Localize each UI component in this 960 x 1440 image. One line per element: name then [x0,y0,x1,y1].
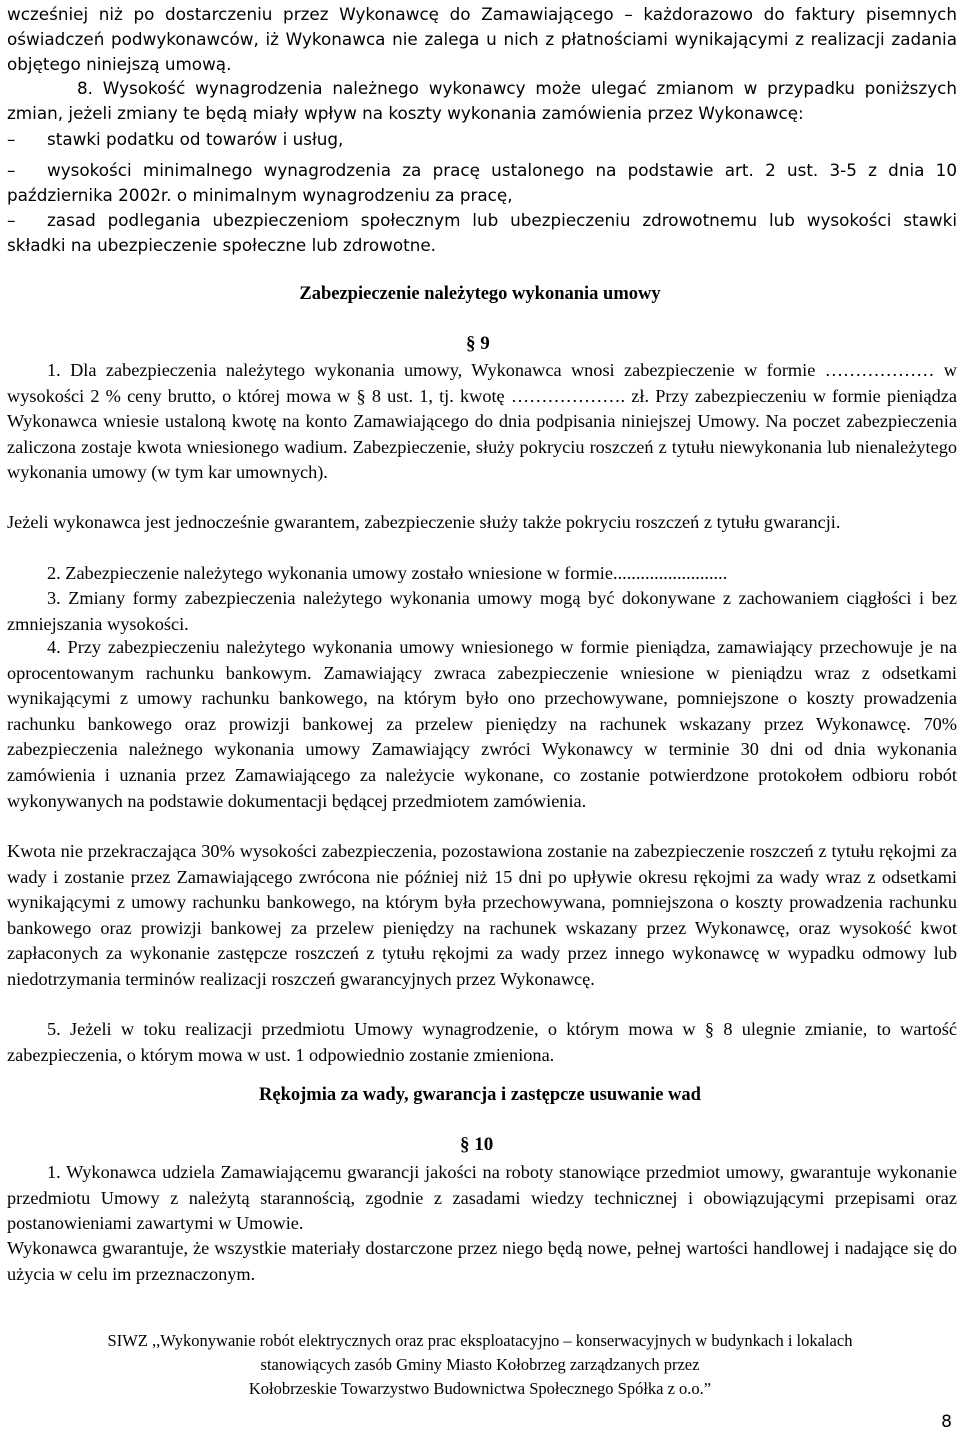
dash-bullet: – [7,210,16,230]
section-9-paragraph-4: 4. Przy zabezpieczeniu należytego wykonania umowy wniesionego w formie pieniądza, zamawiający przechowuje je na oprocentowanym rachunku bankowym. Zamawiający zwraca zabezpieczenie wniesione w pieniądzu wraz z odsetkami wynikającymi z umowy rachunku bankowego, na którym było ono przechowywane, pomniejszone o koszty prowadzenia rachunku bankowego oraz prowizji bankowej za przelew pieniędzy na rachunek wskazany przez Wykonawcę. 70% zabezpieczenia należnego wykonania umowy Zamawiający zwróci Wykonawcy w terminie 30 dni od dnia wykonania zamówienia i uznania przez Zamawiającego za należycie wykonane, co zostanie potwierdzone protokołem odbioru robót wykonywanych na podstawie dokumentacji będącej przedmiotem zamówienia. [7,637,957,811]
footer-line-1: SIWZ ,,Wykonywanie robót elektrycznych oraz prac eksploatacyjno – konserwacyjnych w budynkach i lokalach [107,1331,853,1350]
section-9-paragraph-4b: Kwota nie przekraczająca 30% wysokości zabezpieczenia, pozostawiona zostanie na zabezpieczenie roszczeń z tytułu rękojmi za wady i zostanie przez Zamawiającego zwrócona nie później niż 15 dni po upływie okresu rękojmi za wady wraz z odsetkami wynikającymi z umowy rachunku bankowego, na którym była przechowywana, pomniejszona o koszty prowadzenia rachunku bankowego oraz prowizji bankowej za przelew pieniędzy na rachunek wskazany przez Wykonawcę, oraz wysokość kwot zapłaconych za wykonanie zastępcze roszczeń z tytułu rękojmi za wady przez innego wykonawcę w wypadku odmowy lub niedotrzymania terminów realizacji roszczeń gwarancyjnych przez Wykonawcę. [7,841,957,989]
section-9-heading: Zabezpieczenie należytego wykonania umowy [299,284,661,304]
footer-line-3: Kołobrzeskie Towarzystwo Budownictwa Społecznego Spółka z o.o.” [248,1379,712,1398]
section-10-paragraph-1b: Wykonawca gwarantuje, że wszystkie materiały dostarczone przez niego będą nowe, pełnej wartości handlowej i nadające się do użycia w celu im przeznaczonym. [7,1238,957,1284]
section-9-paragraph-2: 2. Zabezpieczenie należytego wykonania umowy zostało wniesione w formie......................... [47,563,728,583]
list-item [7,158,957,208]
section-10-heading: Rękojmia za wady, gwarancja i zastępcze usuwanie wad [259,1085,701,1105]
paragraph-8: 8. Wysokość wynagrodzenia należnego wykonawcy może ulegać zmianom w przypadku poniższych zmian, jeżeli zmiany te będą miały wpływ na koszty wykonania zamówienia przez Wykonawcę: [7,78,957,123]
list-item-text: stawki podatku od towarów i usług, [47,129,344,149]
section-9-paragraph-5: 5. Jeżeli w toku realizacji przedmiotu Umowy wynagrodzenie, o którym mowa w § 8 ulegnie zmianie, to wartość zabezpieczenia, o którym mowa w ust. 1 odpowiednio zostanie zmieniona. [7,1019,957,1065]
list-item [7,127,957,152]
dash-bullet: – [7,160,16,180]
section-9-paragraph-1b: Jeżeli wykonawca jest jednocześnie gwarantem, zabezpieczenie służy także pokryciu roszczeń z tytułu gwarancji. [7,512,841,532]
section-10-paragraph-1: 1. Wykonawca udziela Zamawiającemu gwarancji jakości na roboty stanowiące przedmiot umowy, gwarantuje wykonanie przedmiotu Umowy z należytą starannością, zgodnie z zasadami wiedzy technicznej i obowiązującymi przepisami oraz postanowieniami zawartymi w Umowie. [7,1162,957,1234]
footer-line-2: stanowiących zasób Gminy Miasto Kołobrzeg zarządzanych przez [260,1355,700,1374]
page-number: 8 [941,1412,952,1432]
intro-paragraph: wcześniej niż po dostarczeniu przez Wykonawcę do Zamawiającego – każdorazowo do faktury pisemnych oświadczeń podwykonawców, iż Wykonawca nie zalega u nich z płatnościami wynikającymi z realizacji zadania objętego niniejszą umową. [7,4,957,74]
dash-bullet: – [7,129,16,149]
section-9-paragraph-3: 3. Zmiany formy zabezpieczenia należytego wykonania umowy mogą być dokonywane z zachowaniem ciągłości i bez zmniejszania wysokości. [7,588,957,634]
list-item [7,208,957,258]
section-9-paragraph-1: 1. Dla zabezpieczenia należytego wykonania umowy, Wykonawca wnosi zabezpieczenie w formie ……………… w wysokości 2 % ceny brutto, o której mowa w § 8 ust. 1, tj. kwotę ………………. zł. Przy zabezpieczeniu w formie pieniądza Wykonawca wniesie ustaloną kwotę na konto Zamawiającego do dnia podpisania niniejszej Umowy. Na poczet zabezpieczenia zaliczona zostaje kwota wniesionego wadium. Zabezpieczenie, służy pokryciu roszczeń z tytułu niewykonania lub nienależytego wykonania umowy (w tym kar umownych). [7,360,957,483]
section-10-number: § 10 [460,1134,494,1155]
section-9-number: § 9 [466,333,490,354]
list-item-text: zasad podlegania ubezpieczeniom społecznym lub ubezpieczeniu zdrowotnemu lub wysokości stawki składki na ubezpieczenie społeczne lub zdrowotne. [7,210,957,255]
list-item-text: wysokości minimalnego wynagrodzenia za pracę ustalonego na podstawie art. 2 ust. 3-5 z dnia 10 października 2002r. o minimalnym wynagrodzeniu za pracę, [7,160,957,205]
